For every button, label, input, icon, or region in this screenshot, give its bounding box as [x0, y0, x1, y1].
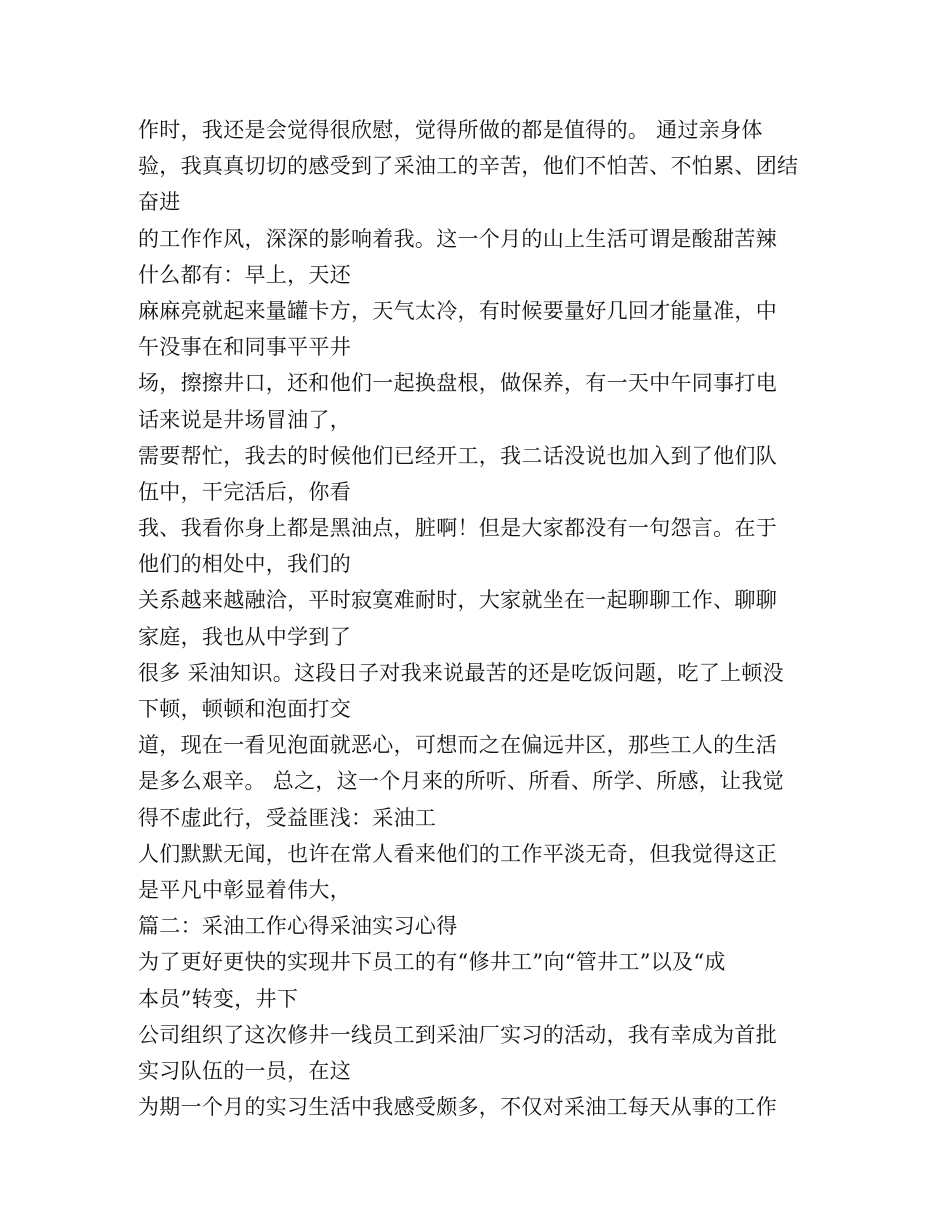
text-line: 道，现在一看见泡面就恶心，可想而之在偏远井区，那些工人的生活: [138, 733, 777, 758]
text-line: 公司组织了这次修井一线员工到采油厂实习的活动，我有幸成为首批: [138, 1022, 777, 1047]
text-line: 什么都有：早上，天还: [138, 262, 351, 287]
text-line: 得不虚此行，受益匪浅：采油工: [138, 805, 437, 830]
text-line: 话来说是井场冒油了，: [138, 407, 351, 432]
text-line: 是平凡中彰显着伟大，: [138, 877, 351, 902]
text-line: 奋进: [138, 190, 181, 215]
text-line: 为期一个月的实习生活中我感受颇多，不仅对采油工每天从事的工作: [138, 1095, 777, 1120]
text-line: 是多么艰辛。 总之，这一个月来的所听、所看、所学、所感，让我觉: [138, 769, 784, 794]
text-line: 关系越来越融洽，平时寂寞难耐时，大家就坐在一起聊聊工作、聊聊: [138, 588, 777, 613]
text-line: 麻麻亮就起来量罐卡方，天气太冷，有时候要量好几回才能量准，中: [138, 298, 777, 323]
text-line: 很多 采油知识。这段日子对我来说最苦的还是吃饭问题，吃了上顿没: [138, 660, 784, 685]
text-line: 为了更好更快的实现井下员工的有“修井工”向“管井工”以及“成: [138, 950, 726, 975]
section-heading: 篇二：采油工作心得采油实习心得: [138, 914, 458, 939]
text-line: 人们默默无闻，也许在常人看来他们的工作平淡无奇，但我觉得这正: [138, 841, 777, 866]
text-line: 作时，我还是会觉得很欣慰，觉得所做的都是值得的。 通过亲身体: [138, 118, 763, 142]
text-line: 的工作作风，深深的影响着我。这一个月的山上生活可谓是酸甜苦辣: [138, 226, 777, 251]
text-line: 伍中，干完活后，你看: [138, 479, 351, 504]
text-line: 午没事在和同事平平井: [138, 335, 351, 360]
text-line: 需要帮忙，我去的时候他们已经开工，我二话没说也加入到了他们队: [138, 443, 777, 468]
text-line: 我、我看你身上都是黑油点，脏啊！但是大家都没有一句怨言。在于: [138, 516, 777, 541]
document-body: [138, 112, 818, 1125]
text-line: 他们的相处中，我们的: [138, 552, 351, 577]
text-line: 场，擦擦井口，还和他们一起换盘根，做保养，有一天中午同事打电: [138, 371, 777, 396]
text-line: 下顿，顿顿和泡面打交: [138, 697, 351, 721]
text-line: 实习队伍的一员，在这: [138, 1058, 351, 1083]
text-line: 验，我真真切切的感受到了采油工的辛苦，他们不怕苦、不怕累、团结: [138, 154, 799, 179]
text-line: 家庭，我也从中学到了: [138, 624, 351, 649]
text-line: 本员”转变，井下: [138, 986, 299, 1011]
